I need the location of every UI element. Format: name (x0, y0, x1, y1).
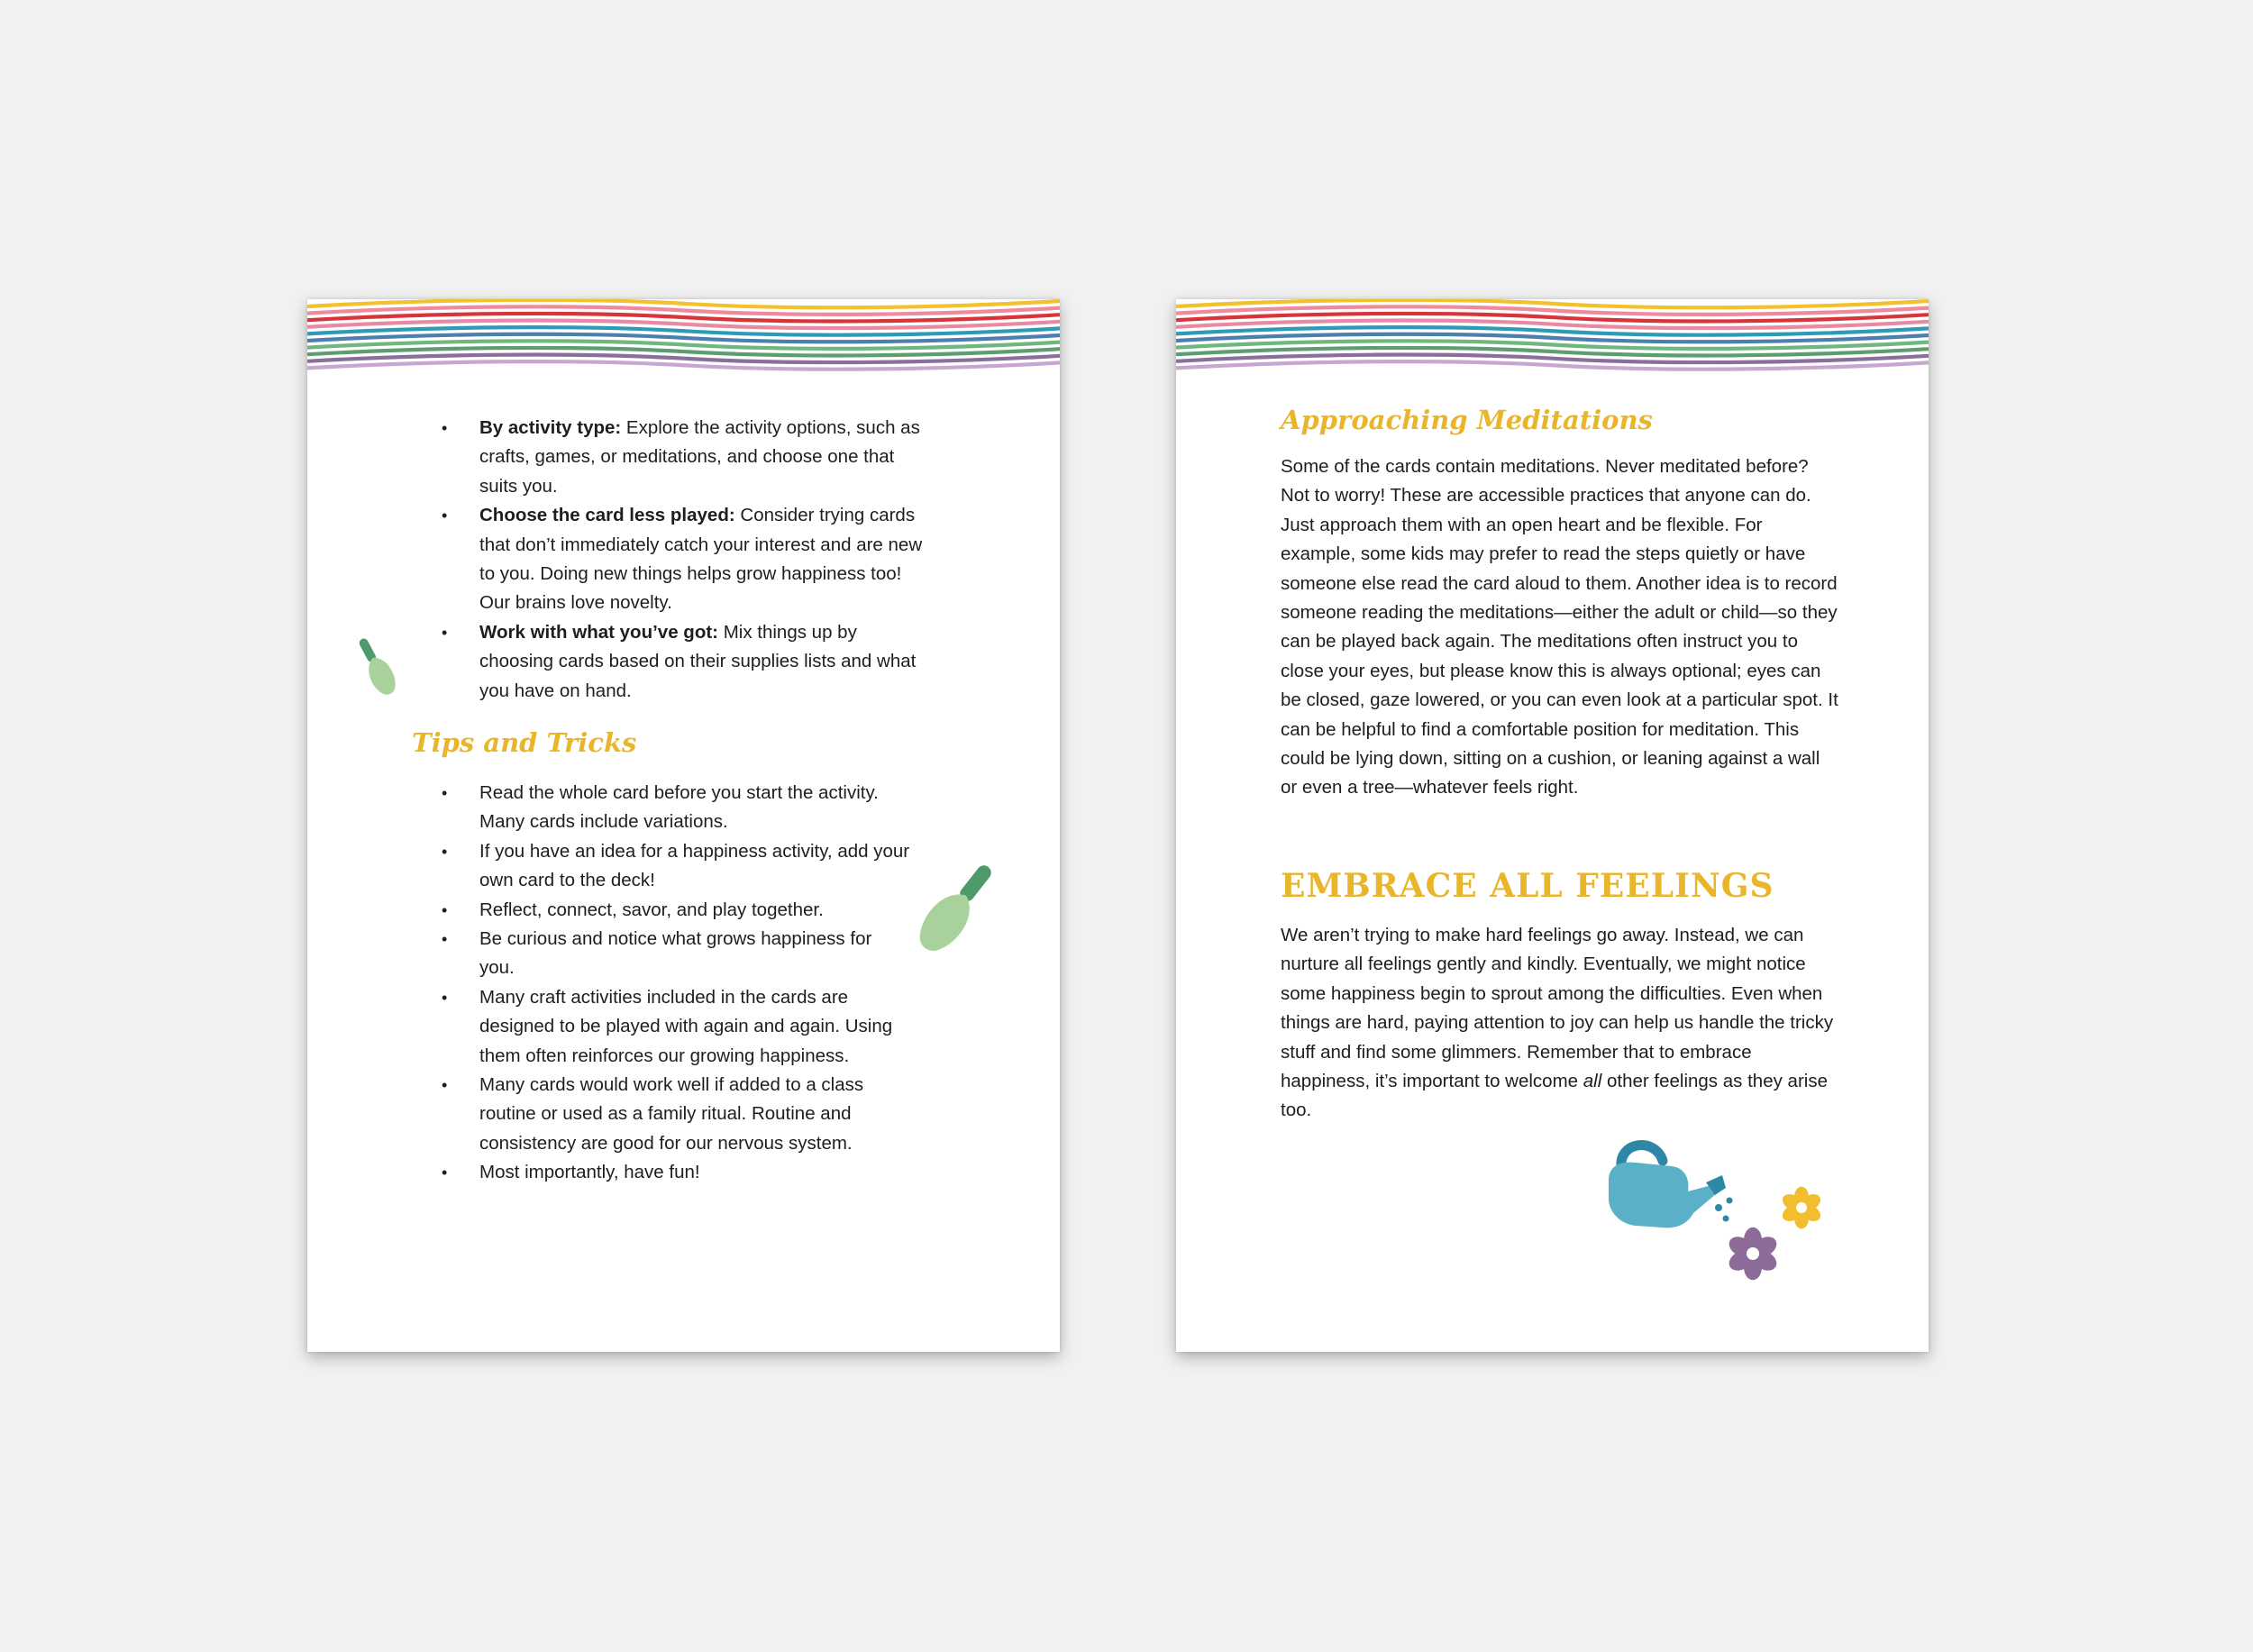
method-text: Explore the activity options, such as crafts, games, or meditations, and choose one that suits you. (479, 417, 920, 497)
tips-list (442, 779, 910, 1188)
method-text: Consider trying cards that don’t immediately catch your interest and are new to you. Doing new things helps grow happiness too! Our brains love novelty. (479, 505, 923, 614)
feelings-text-after: other feelings as they arise too. (1281, 1071, 1828, 1121)
tip-item: • Be curious and notice what grows happiness for you. (442, 925, 910, 983)
small-trowel-icon (357, 634, 402, 702)
yellow-flower-icon (1774, 1181, 1829, 1235)
left-page (307, 299, 1060, 1352)
feelings-paragraph (1281, 921, 1839, 1126)
right-page (1176, 299, 1929, 1352)
method-item (442, 618, 933, 706)
tip-item: • Read the whole card before you start the activity. Many cards include variations. (442, 779, 910, 837)
choosing-methods-list (442, 414, 933, 706)
tip-item: • Many craft activities included in the cards are designed to be played with again and again. Using them often reinforces our growing happiness. (442, 983, 910, 1071)
tip-item: • Reflect, connect, savor, and play together. (442, 896, 910, 925)
left-page-content (307, 299, 1060, 1352)
method-lead: Choose the card less played: (479, 505, 735, 526)
meditations-heading: Approaching Meditations (1281, 405, 1653, 435)
tip-item: • Most importantly, have fun! (442, 1158, 910, 1187)
large-trowel-icon (907, 851, 997, 977)
watering-can-icon (1600, 1136, 1739, 1237)
right-page-content (1176, 299, 1929, 1352)
tips-heading: Tips and Tricks (412, 727, 637, 758)
method-item (442, 501, 933, 618)
tip-item: • Many cards would work well if added to a class routine or used as a family ritual. Routine and consistency are good for our nervous system. (442, 1071, 910, 1158)
tip-item: • If you have an idea for a happiness activity, add your own card to the deck! (442, 837, 910, 896)
method-lead: By activity type: (479, 417, 622, 438)
feelings-text-emphasis: all (1583, 1071, 1602, 1092)
feelings-heading: EMBRACE ALL FEELINGS (1281, 867, 1774, 905)
meditations-paragraph: Some of the cards contain meditations. Never meditated before? Not to worry! These are accessible practices that anyone can do. Just approach them with an open heart and be flexible. For example, some kids may prefer to read the steps quietly or have someone else read the card aloud to them. Another idea is to record someone reading the meditations—either the adult or child—so they can be played back again. The meditations often instruct you to close your eyes, but please know this is always optional; eyes can be closed, gaze lowered, or you can even look at a particular spot. It can be helpful to find a comfortable position for meditation. This could be lying down, sitting on a cushion, or leaning against a wall or even a tree—whatever feels right. (1281, 456, 1838, 799)
method-lead: Work with what you’ve got: (479, 621, 718, 643)
method-item (442, 414, 933, 501)
feelings-text-before: We aren’t trying to make hard feelings go away. Instead, we can nurture all feelings gently and kindly. Eventually, we might notice some happiness begin to sprout among the difficulties. Even when things are hard, paying attention to joy can help us handle the tricky stuff and find some glimmers. Remember that to embrace happiness, it’s important to welcome (1281, 925, 1834, 1092)
method-text: Mix things up by choosing cards based on their supplies lists and what you have on hand. (479, 621, 917, 701)
